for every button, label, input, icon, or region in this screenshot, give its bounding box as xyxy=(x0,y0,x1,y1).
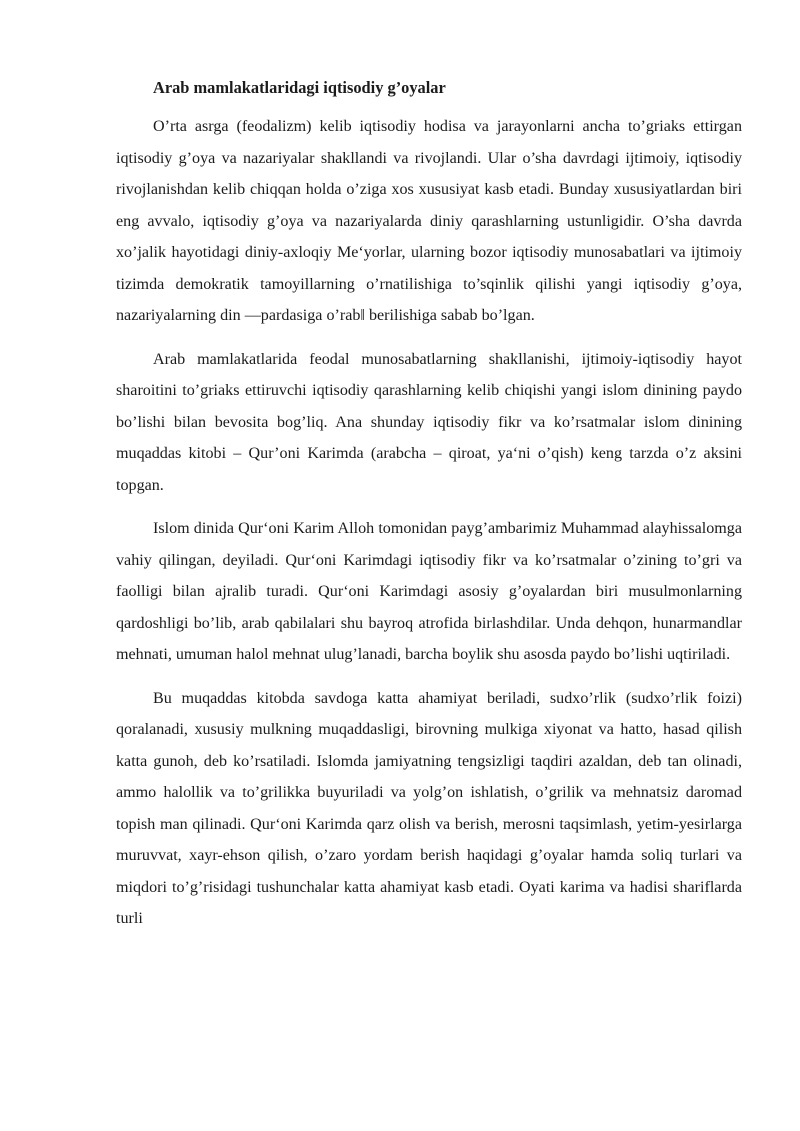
paragraph-1: O’rta asrga (feodalizm) kelib iqtisodiy hodisa va jarayonlarni ancha to’griaks ettirgan iqtisodiy g’oya va nazariyalar shakllandi va rivojlandi. Ular o’sha davrdagi ijtimoiy, iqtisodiy rivojlanishdan kelib chiqqan holda o’ziga xos xususiyat kasb etadi. Bunday xususiyatlardan biri eng avvalo, iqtisodiy g’oya va nazariyalarda diniy qarashlarning ustunligidir. O’sha davrda xo’jalik hayotidagi diniy-axloqiy Me‘yorlar, ularning bozor iqtisodiy munosabatlari va ijtimoiy tizimda demokratik tamoyillarning o’rnatilishiga to’sqinlik qilishi yangi iqtisodiy g’oya, nazariyalarning din —pardasiga o’rab‖ berilishiga sabab bo’lgan. xyxy=(116,118,742,324)
paragraph-3: Islom dinida Qur‘oni Karim Alloh tomonidan payg’ambarimiz Muhammad alayhissalomga vahiy qilingan, deyiladi. Qur‘oni Karimdagi iqtisodiy fikr va ko’rsatmalar o’zining to’gri va faolligi bilan ajralib turadi. Qur‘oni Karimdagi asosiy g’oyalardan biri musulmonlarning qardoshligi bo’lib, arab qabilalari shu bayroq atrofida birlashdilar. Unda dehqon, hunarmandlar mehnati, umuman halol mehnat ulug’lanadi, barcha boylik shu asosda paydo bo’lishi uqtiriladi. xyxy=(116,520,742,663)
section-heading: Arab mamlakatlaridagi iqtisodiy g’oyalar xyxy=(153,78,446,97)
paragraph-4: Bu muqaddas kitobda savdoga katta ahamiyat beriladi, sudxo’rlik (sudxo’rlik foizi) qoralanadi, xususiy mulkning muqaddasligi, birovning mulkiga xiyonat va hatto, hasad qilish katta gunoh, deb ko’rsatiladi. Islomda jamiyatning tengsizligi taqdiri azaldan, deb tan olinadi, ammo halollik va to’grilikka buyuriladi va yolg’on ishlatish, o’grilik va mehnatsiz daromad topish man qilinadi. Qur‘oni Karimda qarz olish va berish, merosni taqsimlash, yetim-yesirlarga muruvvat, xayr-ehson qilish, o’zaro yordam berish haqidagi g’oyalar hamda soliq turlari va miqdori to’g’risidagi tushunchalar katta ahamiyat kasb etadi. Oyati karima va hadisi shariflarda turli xyxy=(116,689,742,927)
paragraph-2: Arab mamlakatlarida feodal munosabatlarning shakllanishi, ijtimoiy-iqtisodiy hayot sharoitini to’griaks ettiruvchi iqtisodiy qarashlarning kelib chiqishi yangi islom dinining paydo bo’lishi bilan bevosita bog’liq. Ana shunday iqtisodiy fikr va ko’rsatmalar islom dinining muqaddas kitobi – Qur’oni Karimda (arabcha – qiroat, ya‘ni o’qish) keng tarzda o’z aksini topgan. xyxy=(116,350,742,494)
document-body xyxy=(116,74,742,935)
